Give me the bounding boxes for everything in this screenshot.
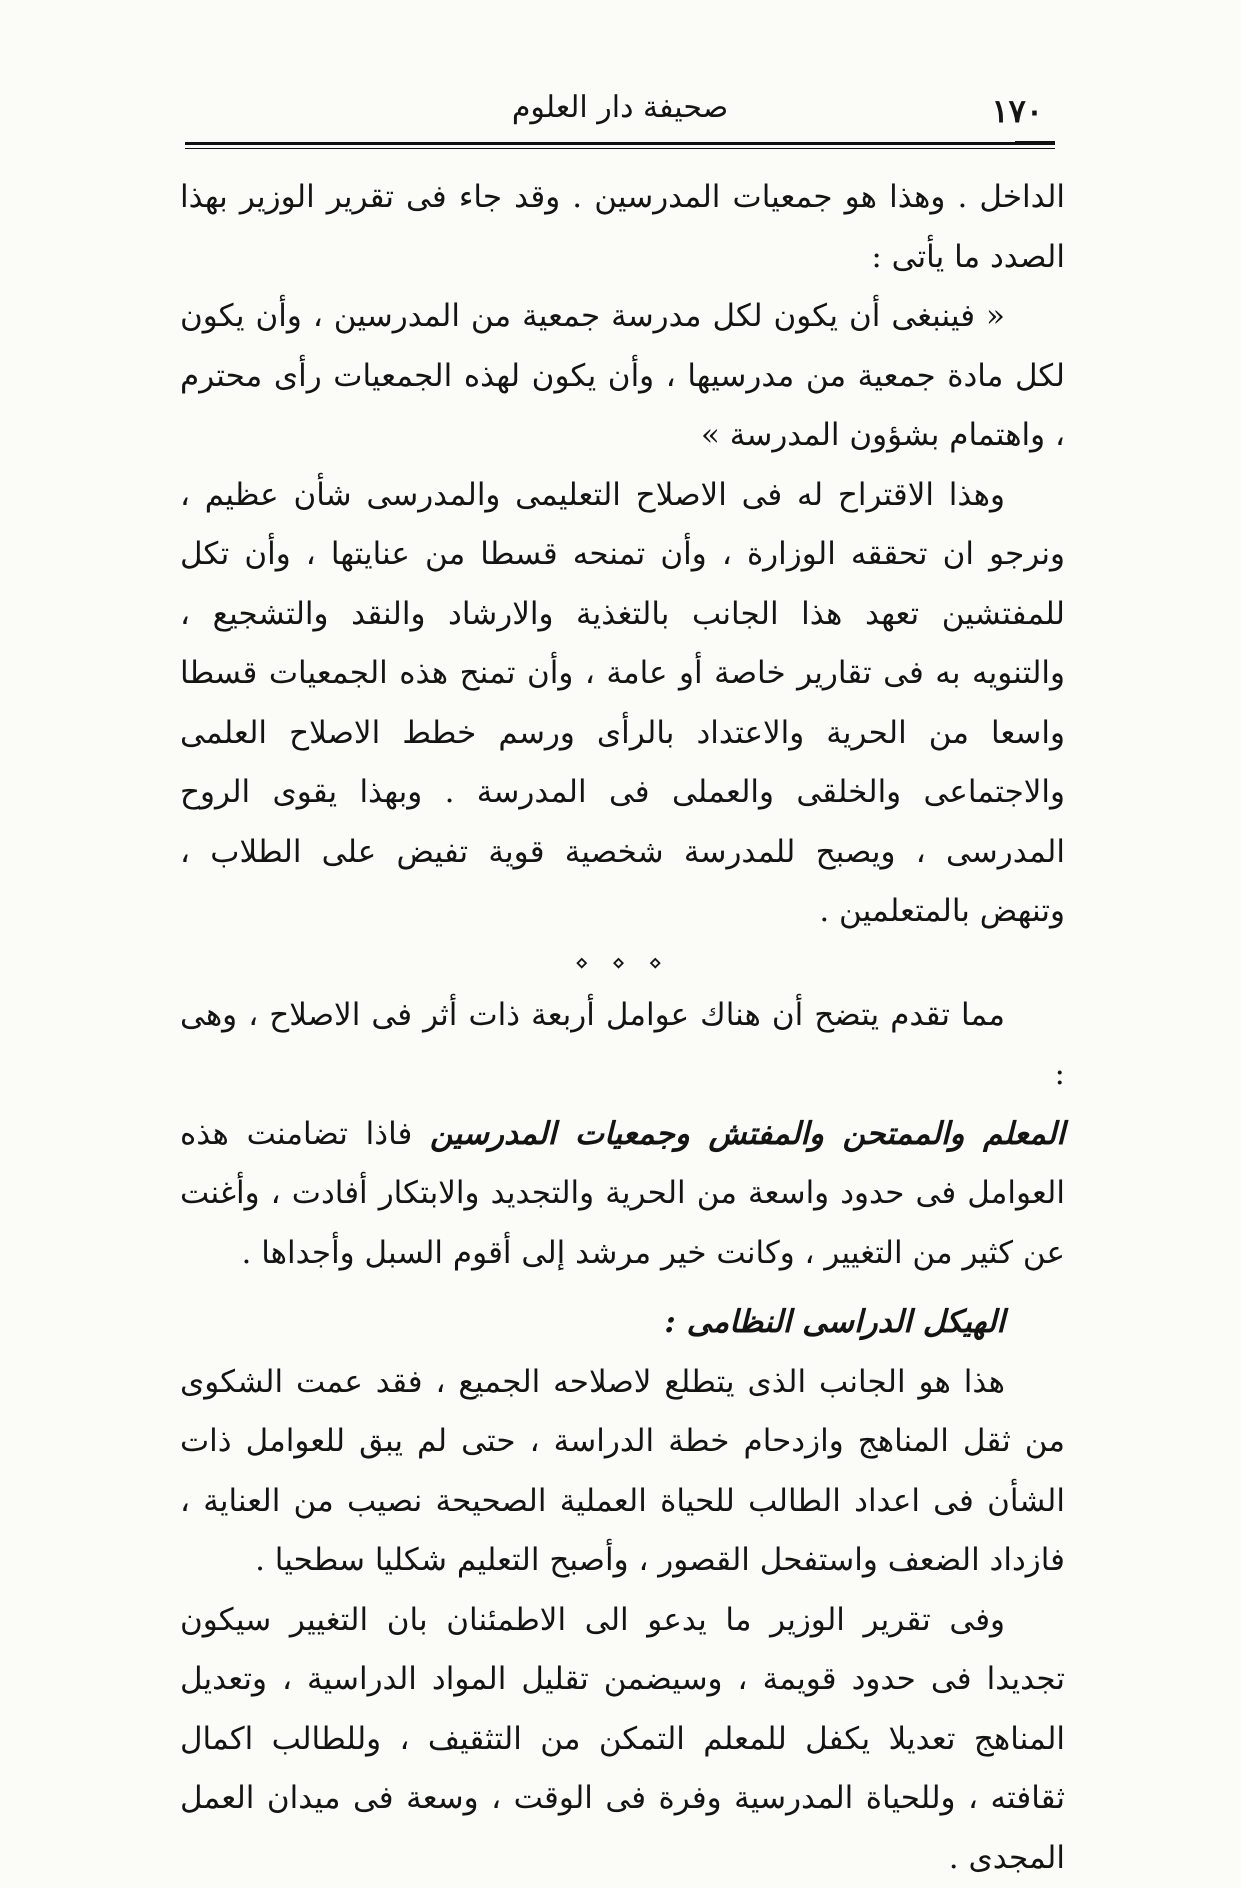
paragraph-report: وفى تقرير الوزير ما يدعو الى الاطمئنان بان التغيير سيكون تجديدا فى حدود قويمة ، وسيضمن تقليل المواد الدراسية ، وتعديل المناهج تعديلا يكفل للمعلم التمكن من التثقيف ، وللطالب اكمال ثقافته ، وللحياة المدرسية وفرة فى الوقت ، وسعة فى ميدان العمل المجدى .: [180, 1591, 1065, 1888]
running-title: صحيفة دار العلوم: [185, 90, 1055, 125]
paragraph-quote: « فينبغى أن يكون لكل مدرسة جمعية من المدرسين ، وأن يكون لكل مادة جمعية من مدرسيها ، وأن يكون لهذه الجمعيات رأى محترم ، واهتمام بشؤون المدرسة »: [180, 287, 1065, 466]
section-heading: الهيكل الدراسى النظامى :: [180, 1293, 1065, 1353]
factors-list: المعلم والممتحن والمفتش وجمعيات المدرسين: [430, 1116, 1065, 1152]
page-body: [180, 168, 1065, 1888]
paragraph-factors: [180, 1105, 1065, 1284]
paragraph-curriculum: هذا هو الجانب الذى يتطلع لاصلاحه الجميع ، فقد عمت الشكوى من ثقل المناهج وازدحام خطة الدراسة ، حتى لم يبق للعوامل ذات الشأن فى اعداد الطالب للحياة العملية الصحيحة نصيب من العناية ، فازداد الضعف واستفحل القصور ، وأصبح التعليم شكليا سطحيا .: [180, 1353, 1065, 1591]
paragraph-proposal: وهذا الاقتراح له فى الاصلاح التعليمى والمدرسى شأن عظيم ، ونرجو ان تحققه الوزارة ، وأن تمنحه قسطا من عنايتها ، وأن تكل للمفتشين تعهد هذا الجانب بالتغذية والارشاد والنقد والتشجيع ، والتنويه به فى تقارير خاصة أو عامة ، وأن تمنح هذه الجمعيات قسطا واسعا من الحرية والاعتداد بالرأى ورسم خطط الاصلاح العلمى والاجتماعى والخلقى والعملى فى المدرسة . وبهذا يقوى الروح المدرسى ، ويصبح للمدرسة شخصية قوية تفيض على الطلاب ، وتنهض بالمتعلمين .: [180, 466, 1065, 942]
page-number: ١٧٠: [991, 92, 1043, 130]
factors-text: فاذا تضامنت هذه العوامل فى حدود واسعة من الحرية والتجديد والابتكار أفادت ، وأغنت عن كثير من التغيير ، وكانت خير مرشد إلى أقوم السبل وأجداها .: [180, 1116, 1065, 1271]
paragraph-factors-intro: مما تقدم يتضح أن هناك عوامل أربعة ذات أثر فى الاصلاح ، وهى :: [180, 986, 1065, 1105]
section-ornament: ⋄ ⋄ ⋄: [180, 942, 1065, 986]
paragraph-intro: الداخل . وهذا هو جمعيات المدرسين . وقد جاء فى تقرير الوزير بهذا الصدد ما يأتى :: [180, 168, 1065, 287]
header-rule-thin: [185, 148, 1055, 149]
page-header: [185, 82, 1055, 154]
header-rule-tick: [1015, 141, 1055, 145]
header-rule: [185, 142, 1035, 145]
